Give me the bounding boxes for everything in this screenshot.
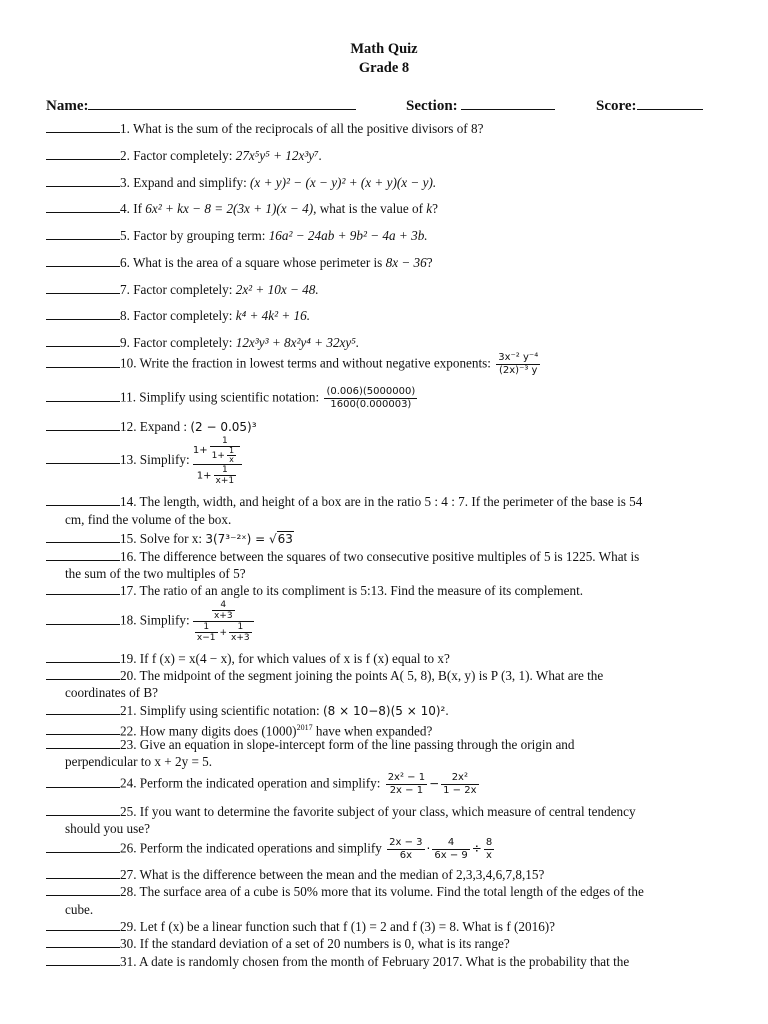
fraction: $\frac{\text{2x²}}{1 - 2x}$ — [443, 772, 477, 796]
answer-blank[interactable] — [46, 228, 120, 240]
question-30: 30. If the standard deviation of a set of 20 numbers is 0, what is its range? — [46, 935, 722, 953]
question-19: 19. If f (x) = x(4 − x), for which values of x is f (x) equal to x? — [46, 650, 722, 668]
question-2: 2. Factor completely: 27x⁵y⁵ + 12x³y⁷. — [46, 147, 722, 165]
answer-blank[interactable] — [46, 356, 120, 368]
answer-blank[interactable] — [46, 282, 120, 294]
question-12: 12. Expand : (2 − 0.05)³ — [46, 418, 722, 437]
question-17: 17. The ratio of an angle to its compliment is 5:13. Find the measure of its complement. — [46, 582, 722, 600]
answer-blank[interactable] — [46, 308, 120, 320]
answer-blank[interactable] — [46, 255, 120, 267]
question-15: 15. Solve for x: 3(7³⁻²ˣ) = √63 — [46, 530, 722, 549]
question-6: 6. What is the area of a square whose perimeter is 8x − 36? — [46, 254, 722, 272]
answer-blank[interactable] — [46, 936, 120, 948]
section-field[interactable] — [406, 95, 555, 115]
quiz-title: Math Quiz — [350, 41, 418, 57]
question-13: 13. Simplify: 1+ 1 1+ $\frac{1}{x}$ 1+ $\frac{1}{x+1}$ — [46, 436, 722, 486]
fraction: $\frac{8}{x}$ — [485, 837, 493, 861]
grade-label: Grade 8 — [358, 60, 410, 76]
fraction: $\frac{(0.006)(5000000)}{1600(0.000003)}$ — [326, 386, 416, 410]
question-9: 9. Factor completely: 12x³y³ + 8x²y⁴ + 32xy⁵. — [46, 334, 722, 352]
answer-blank[interactable] — [46, 651, 120, 663]
question-22: 22. How many digits does $(1000)^{2017}$ have when expanded? — [46, 719, 722, 740]
sqrt-icon: √ — [268, 532, 277, 546]
question-27: 27. What is the difference between the mean and the median of 2,3,3,4,6,7,8,15? — [46, 866, 722, 884]
answer-blank[interactable] — [46, 613, 120, 625]
question-16-cont: the sum of the two multiples of 5? — [65, 566, 246, 581]
answer-blank[interactable] — [46, 668, 120, 680]
question-3: 3. Expand and simplify: (x + y)² − (x − y)² + (x + y)(x − y). — [46, 174, 722, 192]
question-16: 16. The difference between the squares of two consecutive positive multiples of 5 is 1225. What is — [46, 548, 722, 566]
question-25: 25. If you want to determine the favorite subject of your class, which measure of central tendency — [46, 803, 722, 821]
question-20: 20. The midpoint of the segment joining the points A( 5, 8), B(x, y) is P (3, 1). What are the — [46, 667, 722, 685]
answer-blank[interactable] — [46, 867, 120, 879]
answer-blank[interactable] — [46, 531, 120, 543]
answer-blank[interactable] — [46, 201, 120, 213]
answer-blank[interactable] — [46, 583, 120, 595]
question-7: 7. Factor completely: 2x² + 10x − 48. — [46, 281, 722, 299]
name-label: Name: — [46, 98, 89, 114]
question-1: 1. What is the sum of the reciprocals of all the positive divisors of 8? — [46, 120, 722, 138]
question-24: 24. Perform the indicated operation and simplify: $\frac{\text{2x² − 1}}{2x - 1}$ − $\frac{\text{2x²}}{1 - 2x}$ — [46, 772, 722, 797]
answer-blank[interactable] — [46, 737, 120, 749]
answer-blank[interactable] — [46, 919, 120, 931]
answer-blank[interactable] — [46, 549, 120, 561]
answer-blank[interactable] — [46, 703, 120, 715]
question-4: 4. If 6x² + kx − 8 = 2(3x + 1)(x − 4), what is the value of k? — [46, 200, 722, 218]
answer-blank[interactable] — [46, 175, 120, 187]
answer-blank[interactable] — [46, 884, 120, 896]
answer-blank[interactable] — [46, 121, 120, 133]
name-field[interactable] — [46, 95, 356, 115]
question-18: 18. Simplify: $\frac{4}{x+3}$ $\frac{1}{x-1}$ + $\frac{1}{x+3}$ — [46, 600, 722, 643]
answer-blank[interactable] — [46, 841, 120, 853]
question-14: 14. The length, width, and height of a box are in the ratio 5 : 4 : 7. If the perimeter of the base is 54 — [46, 493, 722, 511]
answer-blank[interactable] — [46, 776, 120, 788]
score-field[interactable] — [596, 95, 703, 115]
question-29: 29. Let f (x) be a linear function such that f (1) = 2 and f (3) = 8. What is f (2016)? — [46, 918, 722, 936]
fraction: $\frac{\text{3x⁻² y⁻⁴}}{\text{(2x)⁻³ y}}$ — [498, 352, 539, 376]
complex-fraction: 1+ 1 1+ $\frac{1}{x}$ 1+ $\frac{1}{x+1}$ — [193, 436, 242, 486]
answer-blank[interactable] — [46, 804, 120, 816]
section-label: Section: — [406, 98, 458, 114]
answer-blank[interactable] — [46, 723, 120, 735]
fraction: $\frac{2x - 3}{6x}$ — [389, 837, 423, 861]
question-25-cont: should you use? — [65, 821, 150, 836]
answer-blank[interactable] — [46, 452, 120, 464]
question-28: 28. The surface area of a cube is 50% more that its volume. Find the total length of the edges of the — [46, 883, 722, 901]
question-11: 11. Simplify using scientific notation: $\frac{(0.006)(5000000)}{1600(0.000003)}$ — [46, 386, 722, 411]
answer-blank[interactable] — [46, 335, 120, 347]
question-31: 31. A date is randomly chosen from the month of February 2017. What is the probability that the — [46, 953, 722, 971]
question-20-cont: coordinates of B? — [65, 685, 159, 700]
score-label: Score: — [596, 98, 637, 114]
question-26: 26. Perform the indicated operations and simplify $\frac{2x - 3}{6x}$ · $\frac{4}{6x - 9}$ ÷ $\frac{8}{x}$ — [46, 837, 722, 862]
question-23-cont: perpendicular to x + 2y = 5. — [65, 754, 213, 769]
fraction: $\frac{4}{6x - 9}$ — [434, 837, 468, 861]
answer-blank[interactable] — [46, 954, 120, 966]
complex-fraction: $\frac{4}{x+3}$ $\frac{1}{x-1}$ + $\frac{1}{x+3}$ — [193, 600, 254, 643]
question-8: 8. Factor completely: k⁴ + 4k² + 16. — [46, 307, 722, 325]
question-14-cont: cm, find the volume of the box. — [65, 512, 232, 527]
question-28-cont: cube. — [65, 902, 94, 917]
answer-blank[interactable] — [46, 148, 120, 160]
question-21: 21. Simplify using scientific notation: (8 × 10−8)(5 × 10)². — [46, 702, 722, 721]
question-5: 5. Factor by grouping term: 16a² − 24ab + 9b² − 4a + 3b. — [46, 227, 722, 245]
question-10: 10. Write the fraction in lowest terms and without negative exponents: $\frac{\text{3x⁻² y⁻⁴}}{\text{(2x)⁻³ y}}$ — [46, 352, 722, 377]
fraction: $\frac{\text{2x² − 1}}{2x - 1}$ — [387, 772, 426, 796]
answer-blank[interactable] — [46, 419, 120, 431]
answer-blank[interactable] — [46, 390, 120, 402]
answer-blank[interactable] — [46, 494, 120, 506]
question-23: 23. Give an equation in slope-intercept form of the line passing through the origin and — [46, 736, 722, 754]
